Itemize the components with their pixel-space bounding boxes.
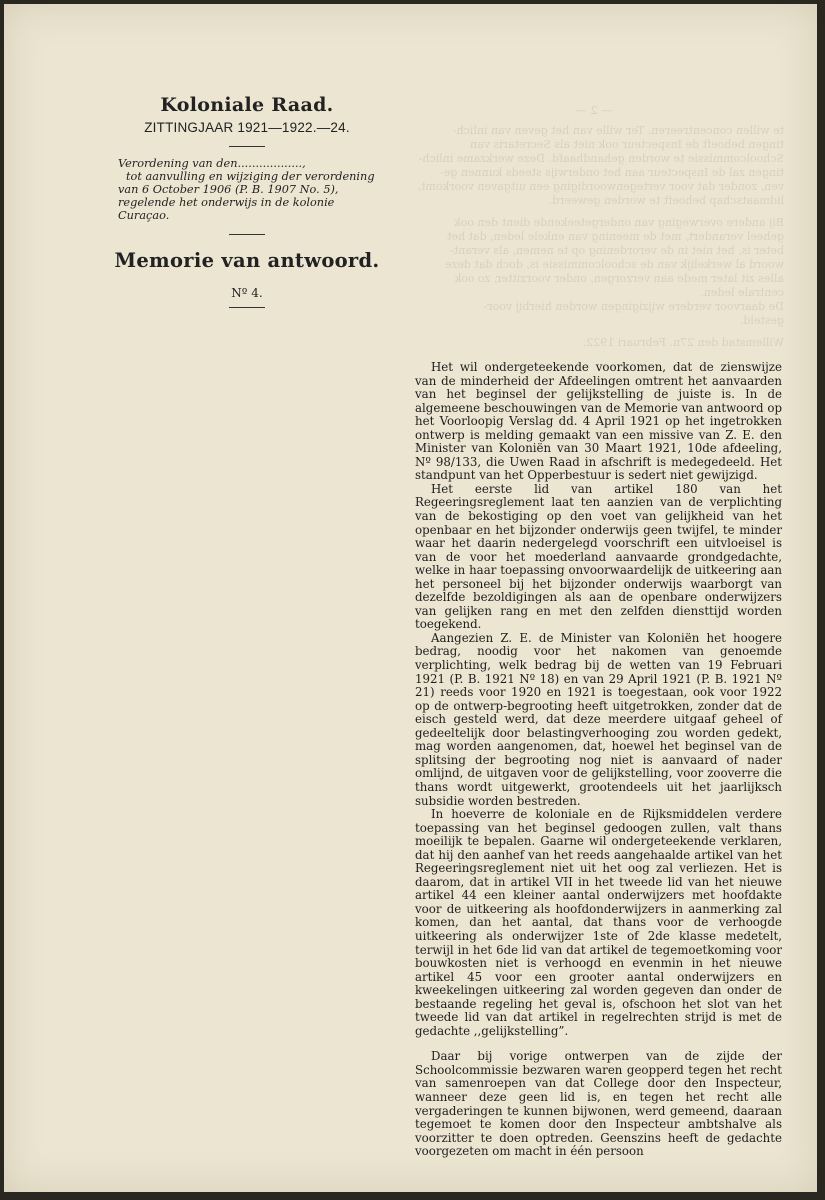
header-divider: [229, 234, 265, 235]
document-header: [112, 94, 382, 318]
council-title: Koloniale Raad.: [160, 94, 334, 116]
body-paragraph: Daar bij vorige ontwerpen van de zijde der Schoolcommissie bezwaren waren geopperd tegen het recht van samenroepen van dat College door den Inspecteur, wanneer deze geen lid is, en tegen het recht alle vergaderingen te kunnen bijwonen, werd gemeend, daaraan tegemoet te komen door den Inspecteur ambtshalve als voorzitter te doen optreden. Geenszins heeft de gedachte voorgezeten om macht in één persoon: [415, 1049, 782, 1159]
body-text: [415, 361, 782, 1159]
document-number: Nº 4.: [231, 286, 263, 300]
bleed-line: ven, zonder dat voor vertegenwoordiging een uitgaven voorkomt,: [417, 180, 784, 193]
bleed-line: Bij andere overweging van ondergeteekende dient den ook: [454, 216, 784, 229]
document-type-title: Memorie van antwoord.: [114, 249, 380, 272]
body-paragraph: Het wil ondergeteekende voorkomen, dat de zienswijze van de minderheid der Afdeelingen omtrent het aanvaarden van het beginsel der gelijkstelling de juiste is. In de algemeene beschouwingen van de Memorie van antwoord op het Voorloopig Verslag dd. 4 April 1921 op het ingetrokken ontwerp is melding gemaakt van een missive van Z. E. den Minister van Koloniën van 30 Maart 1921, 10de afdeeling, Nº 98/133, die Uwen Raad in afschrift is medegedeeld. Het standpunt van het Opperbestuur is sedert niet gewijzigd.: [415, 360, 782, 483]
ordinance-line: van 6 October 1906 (P. B. 1907 No. 5),: [118, 183, 339, 196]
bleed-line: tingen zal de Inspecteur aan het onderwijs steeds kunnen ge-: [440, 166, 784, 179]
bleed-page-number: — 2 —: [576, 104, 612, 117]
session-year: ZITTINGJAAR 1921—1922.—24.: [144, 120, 350, 135]
bleed-line: gesteld.: [739, 314, 784, 327]
bleed-line: alles zit later mede aan verzorgen, onder voorzitter, zo ook: [454, 272, 784, 285]
body-paragraph: Het eerste lid van artikel 180 van het Regeeringsreglement laat ten aanzien van de verplichting van de bekostiging op den voet van gelijkheid van het openbaar en het bijzonder onderwijs geen twijfel, te minder waar het daarin nedergelegd voorschrift een uitvloeisel is van de voor het moederland aanvaarde grondgedachte, welke in haar toepassing onvoorwaardelijk de uitkeering aan het personeel bij het bijzonder onderwijs waarborgt van dezelfde bezoldigingen als aan de openbare onderwijzers van gelijken rang en met den zelfden diensttijd worden toegekend.: [415, 481, 782, 632]
bleed-line: Schoolcommissie te worden gehandhaafd. Deze werkzame inlich-: [418, 152, 784, 165]
bleed-line: centrale leden.: [700, 286, 784, 299]
bleed-line: woord al werkelijk van de schoolcommissie is, doch dat deze: [445, 258, 784, 271]
ordinance-description: [112, 157, 382, 222]
document-page: [4, 4, 817, 1192]
body-paragraph: In hoeverre de koloniale en de Rijksmiddelen verdere toepassing van het beginsel gedoogen zullen, valt thans moeilijk te bepalen. Gaarne wil ondergeteekende verklaren, dat hij den aanhef van het reeds aangehaalde artikel van het Regeeringsreglement niet uit het oog zal verliezen. Het is daarom, dat in artikel VII in het tweede lid van het nieuwe artikel 44 een kleiner aantal onderwijzers met hoofdakte voor de uitkeering als hoofdonderwijzers in aanmerking zal komen, dan het aantal, dat thans voor de verhoogde uitkeering als onderwijzer 1ste of 2de klasse medetelt, terwijl in het 6de lid van dat artikel de tegemoetkoming voor bouwkosten niet is verhoogd en evenmin in het nieuwe artikel 45 voor een grooter aantal onderwijzers en kweekelingen uitkeering zal worden gegeven dan onder de bestaande regeling het geval is, ofschoon het slot van het tweede lid van dat artikel in regelrechten strijd is met de gedachte ,,gelijkstelling”.: [415, 807, 782, 1038]
bleed-line: De daarvoor verdere wijzigingen worden hierbij voor-: [483, 300, 784, 313]
body-paragraph: Aangezien Z. E. de Minister van Koloniën het hoogere bedrag, noodig voor het nakomen van genoemde verplichting, welk bedrag bij de wetten van 19 Februari 1921 (P. B. 1921 Nº 18) en van 29 April 1921 (P. B. 1921 Nº 21) reeds voor 1920 en 1921 is toegestaan, ook voor 1922 op de ontwerp-begrooting heeft uitgetrokken, zonder dat de eisch gesteld werd, dat deze meerdere uitgaaf geheel of gedeeltelijk door belastingverhooging zou worden gedekt, mag worden aangenomen, dat, hoewel het beginsel van de splitsing der begrooting nog niet is aanvaard of nader omlijnd, de uitgaven voor de gelijkstelling, voor zooverre die thans wordt uitgewerkt, grootendeels uit het jaarlijksch subsidie worden bestreden.: [415, 630, 782, 808]
bleed-line: Willemstad den 27n. Februari 1922.: [582, 336, 784, 349]
ordinance-line: Verordening van den..................,: [118, 157, 306, 170]
header-divider: [229, 307, 265, 308]
ordinance-line: regelende het onderwijs in de kolonie Curaçao.: [118, 196, 335, 222]
bleed-line: te willen concentreeren. Ter wille van het geven van inlich-: [452, 124, 784, 137]
bleed-through-text: [404, 104, 784, 350]
header-divider: [229, 146, 265, 147]
bleed-line: beter is, het niet in de verordening op te nemen, als verant-: [450, 244, 784, 257]
ordinance-line: tot aanvulling en wijziging der verordening: [126, 170, 375, 183]
bleed-line: geheel verandert, met de meening van enkele leden, dat het: [447, 230, 784, 243]
bleed-line: tingen behoeft de Inspecteur ook niet als Secretaris van: [470, 138, 784, 151]
bleed-line: lidmaatschap behoeft te worden geweerd.: [548, 194, 784, 207]
